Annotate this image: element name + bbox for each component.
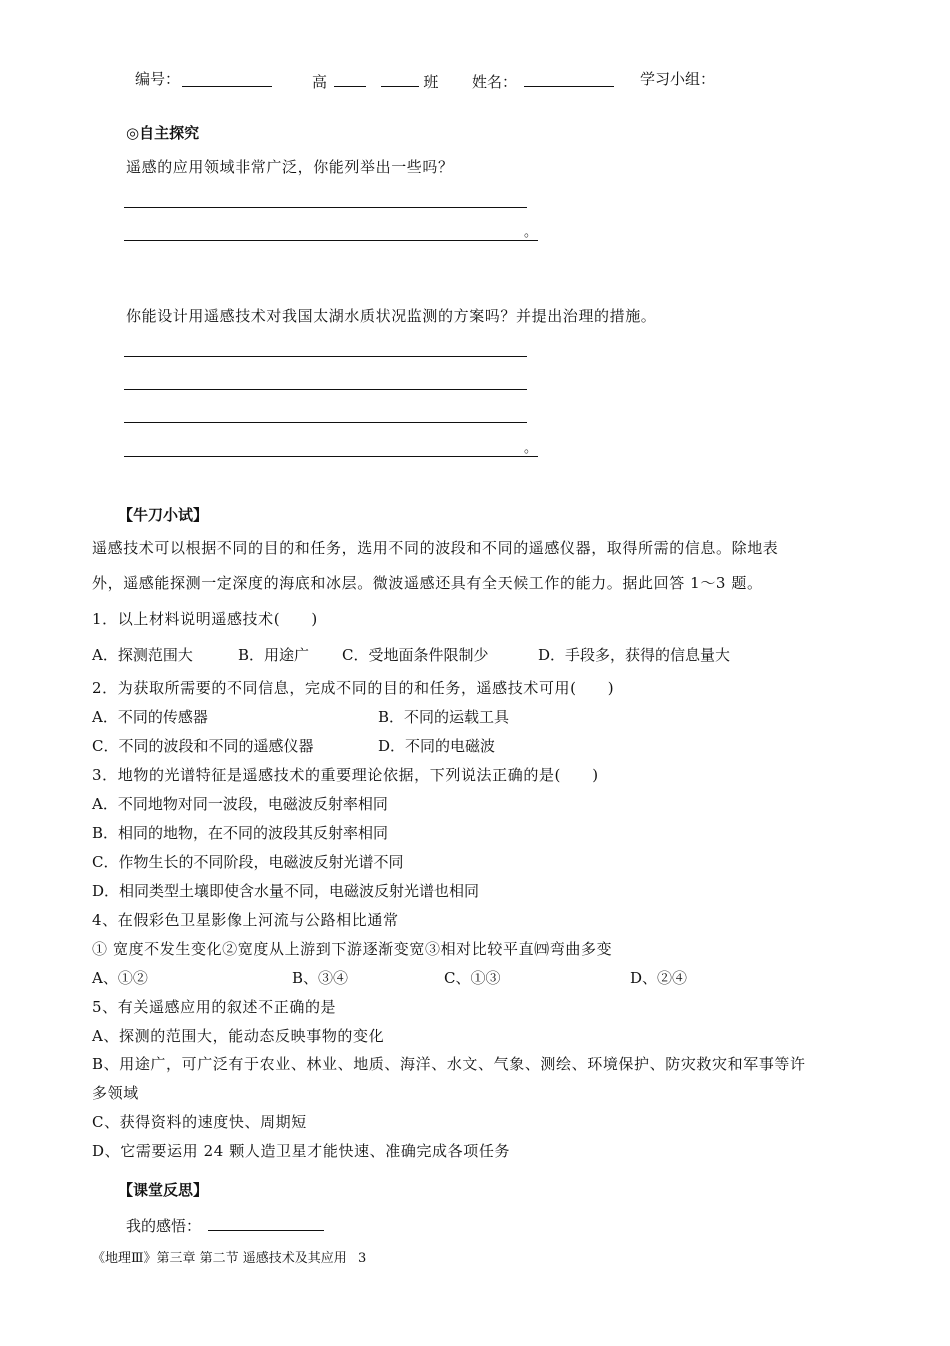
header-row bbox=[135, 72, 272, 87]
answer-line[interactable] bbox=[124, 422, 527, 423]
class-blank[interactable] bbox=[381, 72, 419, 87]
number-blank[interactable] bbox=[182, 72, 272, 87]
name-label: 姓名： bbox=[472, 73, 518, 91]
question-4-stem: 4、在假彩色卫星影像上河流与公路相比通常 bbox=[92, 911, 399, 929]
question-4-option-d[interactable]: D、②④ bbox=[630, 969, 688, 987]
reflection-prompt: 我的感悟： bbox=[126, 1217, 202, 1235]
answer-line[interactable] bbox=[124, 389, 527, 390]
period-mark: 。 bbox=[524, 225, 538, 240]
question-3-option-b[interactable]: B．相同的地物，在不同的波段其反射率相同 bbox=[92, 824, 389, 842]
quiz-intro-line-2: 外，遥感能探测一定深度的海底和冰层。微波遥感还具有全天候工作的能力。据此回答 1～3 题。 bbox=[92, 574, 763, 592]
question-3-stem: 3．地物的光谱特征是遥感技术的重要理论依据，下列说法正确的是( ) bbox=[92, 766, 599, 784]
answer-line[interactable] bbox=[124, 356, 527, 357]
question-2-stem: 2．为获取所需要的不同信息，完成不同的目的和任务，遥感技术可用( ) bbox=[92, 679, 615, 697]
question-2-option-c[interactable]: C．不同的波段和不同的遥感仪器 bbox=[92, 737, 314, 755]
grade-label: 高 bbox=[312, 73, 328, 91]
name-field[interactable] bbox=[472, 72, 614, 90]
grade-blank[interactable] bbox=[334, 72, 366, 87]
question-5-stem: 5、有关遥感应用的叙述不正确的是 bbox=[92, 998, 337, 1016]
number-label: 编号： bbox=[135, 70, 181, 88]
self-inquiry-question-1: 遥感的应用领域非常广泛，你能列举出一些吗？ bbox=[126, 158, 454, 176]
question-4-statements: ① 宽度不发生变化②宽度从上游到下游逐渐变宽③相对比较平直㈣弯曲多变 bbox=[92, 940, 613, 958]
self-inquiry-heading: ◎自主探究 bbox=[126, 124, 200, 142]
question-1-option-c[interactable]: C．受地面条件限制少 bbox=[342, 646, 489, 664]
question-5-option-c[interactable]: C、获得资料的速度快、周期短 bbox=[92, 1113, 307, 1131]
question-4-option-a[interactable]: A、①② bbox=[92, 969, 148, 987]
reflection-field[interactable] bbox=[126, 1216, 324, 1234]
footer-text: 《地理Ⅲ》第三章 第二节 遥感技术及其应用 bbox=[92, 1251, 347, 1266]
question-1-stem: 1．以上材料说明遥感技术( ) bbox=[92, 610, 318, 628]
question-3-option-c[interactable]: C．作物生长的不同阶段，电磁波反射光谱不同 bbox=[92, 853, 404, 871]
page-number: 3 bbox=[358, 1251, 367, 1266]
reflection-blank[interactable] bbox=[208, 1216, 324, 1231]
reflection-heading: 【课堂反思】 bbox=[118, 1181, 209, 1199]
question-2-option-b[interactable]: B．不同的运载工具 bbox=[378, 708, 510, 726]
grade-class-field[interactable] bbox=[312, 72, 438, 90]
answer-line[interactable] bbox=[124, 207, 527, 208]
question-5-option-d[interactable]: D、它需要运用 24 颗人造卫星才能快速、准确完成各项任务 bbox=[92, 1142, 511, 1160]
question-1-option-b[interactable]: B．用途广 bbox=[238, 646, 310, 664]
question-3-option-a[interactable]: A．不同地物对同一波段，电磁波反射率相同 bbox=[92, 795, 388, 813]
question-5-option-b[interactable]: B、用途广，可广泛有于农业、林业、地质、海洋、水文、气象、测绘、环境保护、防灾救灾和军事等许 bbox=[92, 1055, 806, 1073]
question-4-option-c[interactable]: C、①③ bbox=[444, 969, 501, 987]
question-3-option-d[interactable]: D．相同类型土壤即使含水量不同，电磁波反射光谱也相同 bbox=[92, 882, 480, 900]
question-2-option-a[interactable]: A．不同的传感器 bbox=[92, 708, 208, 726]
question-1-option-d[interactable]: D．手段多，获得的信息量大 bbox=[538, 646, 731, 664]
class-label: 班 bbox=[423, 73, 439, 91]
quiz-heading: 【牛刀小试】 bbox=[118, 506, 209, 524]
answer-line[interactable] bbox=[124, 240, 538, 241]
question-5-option-a[interactable]: A、探测的范围大，能动态反映事物的变化 bbox=[92, 1027, 385, 1045]
answer-line[interactable] bbox=[124, 456, 538, 457]
question-5-option-b-continued: 多领域 bbox=[92, 1084, 139, 1102]
name-blank[interactable] bbox=[524, 72, 614, 87]
question-2-option-d[interactable]: D．不同的电磁波 bbox=[378, 737, 496, 755]
period-mark: 。 bbox=[524, 441, 538, 456]
self-inquiry-question-2: 你能设计用遥感技术对我国太湖水质状况监测的方案吗？并提出治理的措施。 bbox=[126, 307, 657, 325]
question-1-option-a[interactable]: A．探测范围大 bbox=[92, 646, 193, 664]
group-label: 学习小组： bbox=[640, 70, 716, 88]
question-4-option-b[interactable]: B、③④ bbox=[292, 969, 349, 987]
number-field[interactable] bbox=[135, 72, 272, 87]
quiz-intro-line-1: 遥感技术可以根据不同的目的和任务，选用不同的波段和不同的遥感仪器，取得所需的信息。除地表 bbox=[92, 539, 779, 557]
